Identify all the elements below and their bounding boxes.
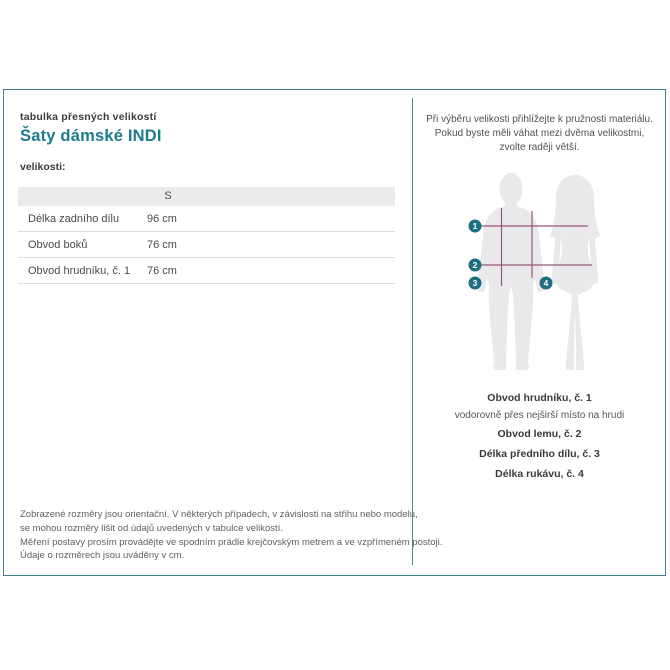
- footnote-line: se mohou rozměry lišit od údajů uvedených v tabulce velikostí.: [20, 522, 283, 534]
- measurement-legend: [413, 388, 666, 484]
- row-value: 76 cm: [147, 238, 177, 251]
- footnote-line: Měření postavy prosím provádějte ve spodním prádle krejčovským metrem a ve vzpřímeném postoji.: [20, 536, 443, 548]
- table-row: [18, 206, 395, 232]
- male-silhouette: [477, 173, 544, 370]
- size-table: [18, 187, 395, 284]
- table-row: [18, 232, 395, 258]
- chart-eyebrow: tabulka přesných velikostí: [20, 111, 157, 123]
- legend-item-front-length: Délka předního dílu, č. 3: [479, 448, 600, 460]
- measurement-diagram: [436, 168, 670, 383]
- footnote-line: Zobrazené rozměry jsou orientační. V některých případech, v závislosti na střihu nebo modelu,: [20, 509, 418, 520]
- female-silhouette: [550, 175, 600, 370]
- table-row: [18, 258, 395, 284]
- legend-item-chest: Obvod hrudníku, č. 1: [487, 392, 592, 404]
- row-value: 96 cm: [147, 212, 177, 225]
- marker-4-number: 4: [543, 278, 549, 288]
- marker-3-number: 3: [472, 278, 478, 288]
- measurement-footnote: [20, 508, 442, 563]
- sizes-label: velikosti:: [20, 161, 66, 173]
- row-label: Obvod hrudníku, č. 1: [28, 264, 131, 277]
- sizing-advice: [413, 113, 666, 155]
- legend-item-hem: Obvod lemu, č. 2: [497, 428, 582, 440]
- advice-line: Při výběru velikosti přihlížejte k pružnosti materiálu.: [426, 114, 653, 125]
- size-column-header: S: [164, 190, 172, 202]
- advice-line: zvolte raději větší.: [499, 142, 580, 153]
- marker-1-number: 1: [472, 221, 478, 231]
- row-value: 76 cm: [147, 264, 177, 277]
- row-label: Obvod boků: [28, 238, 88, 251]
- advice-line: Pokud byste měli váhat mezi dvěma velikostmi,: [434, 128, 645, 139]
- footnote-line: Údaje o rozměrech jsou uváděny v cm.: [20, 550, 185, 562]
- size-diagram-svg: [436, 168, 670, 383]
- marker-2-number: 2: [472, 260, 478, 270]
- size-table-header: [18, 187, 395, 206]
- legend-item-chest-note: vodorovně přes nejširší místo na hrudi: [454, 410, 625, 421]
- vertical-divider: [412, 98, 413, 565]
- legend-item-sleeve: Délka rukávu, č. 4: [495, 468, 584, 480]
- page-title: Šaty dámské INDI: [20, 127, 162, 145]
- size-chart-panel: [3, 89, 666, 576]
- row-label: Délka zadního dílu: [28, 212, 120, 225]
